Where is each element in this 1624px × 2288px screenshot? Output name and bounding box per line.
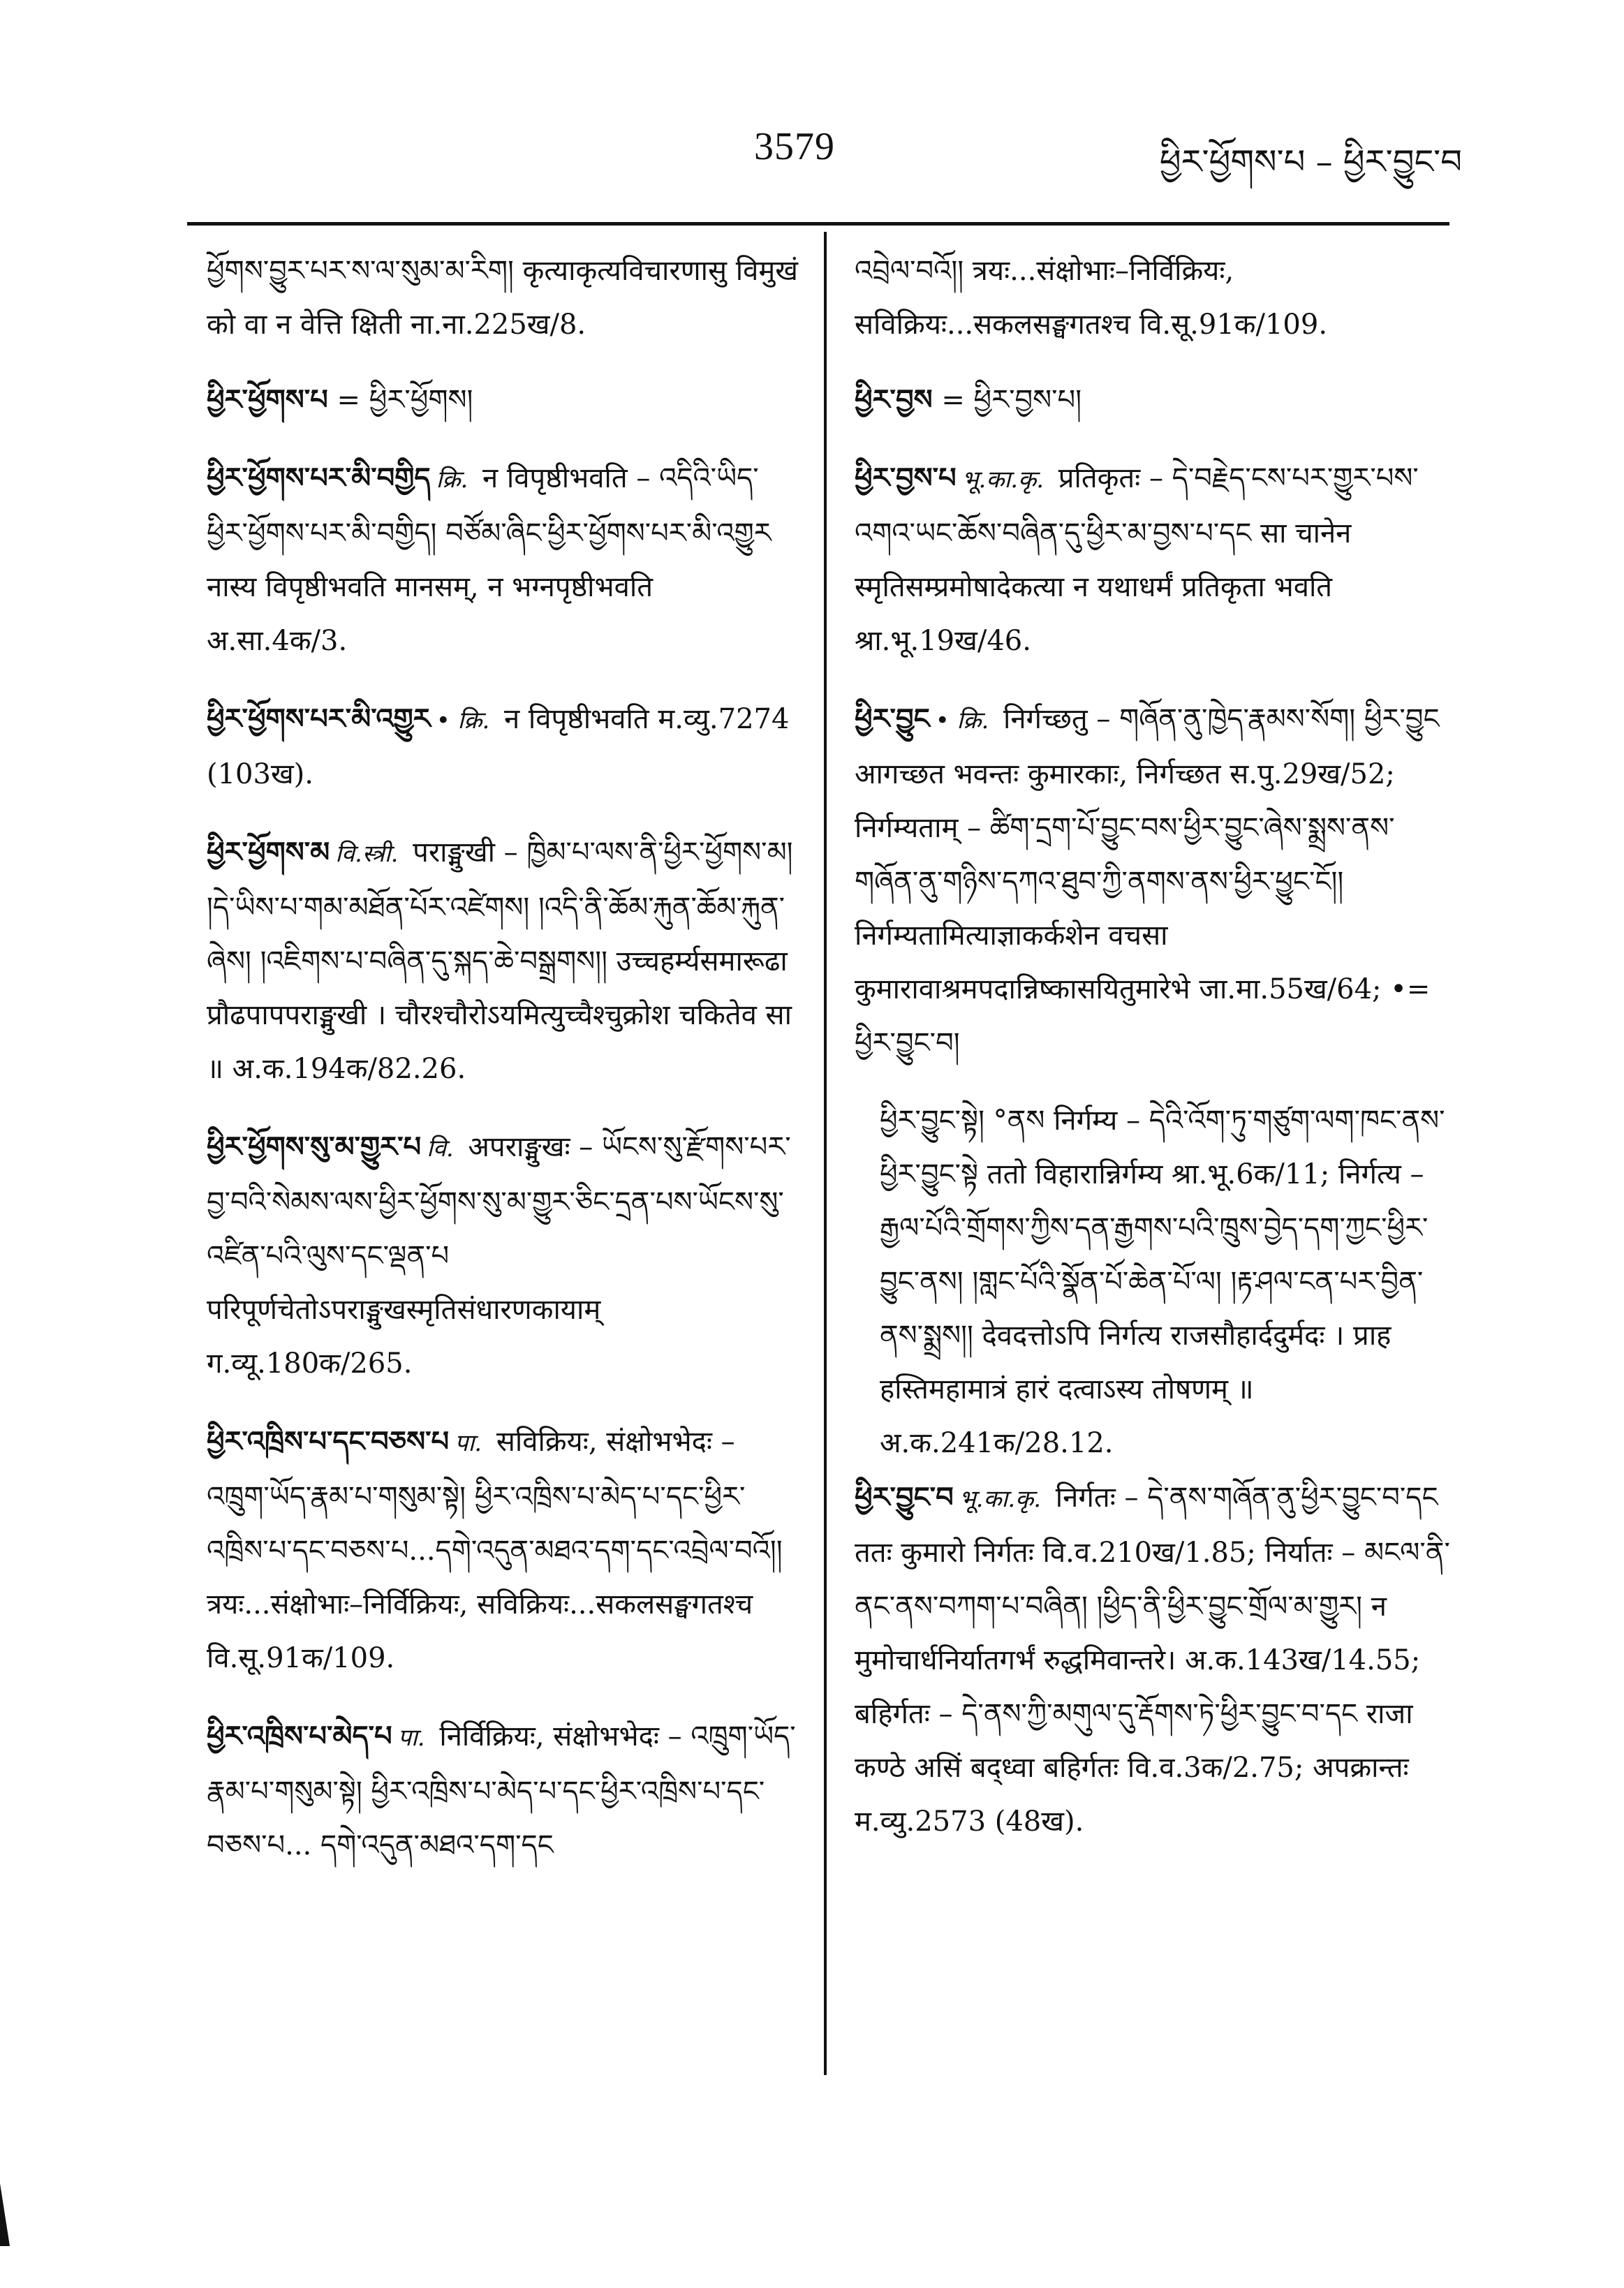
column-divider <box>824 232 827 2075</box>
entry-text: न विपृष्ठीभवति – འདིའི་ཡིད་ཕྱིར་ཕྱོགས་པར་མི་བགྱིད། བཙོམ་ཞིང་ཕྱིར་ཕྱོགས་པར་མི་འགྱུར नास्य विपृष्ठीभवति मानसम्, न भग्नपृष्ठीभवति अ.सा.4क/3. <box>207 462 772 657</box>
entry-headword: ཕྱིར་བྱུང <box>855 702 930 735</box>
part-of-speech: वि.स्त्री. <box>335 840 399 868</box>
dictionary-entry <box>207 373 799 427</box>
running-head: ཕྱིར་ཕྱོགས་པ – ཕྱིར་བྱུང་བ <box>1159 142 1462 182</box>
part-of-speech: क्रि. <box>436 466 468 494</box>
dictionary-entry <box>207 692 799 802</box>
dictionary-entry <box>207 1709 799 1873</box>
entry-text: निर्गतः – དེ་ནས་གཞོན་ནུ་ཕྱིར་བྱུང་བ་དང ततः कुमारो निर्गतः वि.व.210ख/1.85; निर्यातः – མངལ་ནི་ནང་ནས་བཀག་པ་བཞིན། །ཕྱིད་ནི་ཕྱིར་བྱུང་གྲོལ་མ་གྱུར། न मुमोचार्धनिर्यातगर्भं रुद्धमिवान्तरे। अ.क.143ख/14.55; बहिर्गतः – དེ་ནས་ཀྱི་མགུལ་དུ་རྡོགས་ཏེ་ཕྱིར་བྱུང་བ་དང राजा कण्ठे असिं बद्ध्वा बहिर्गतः वि.व.3क/2.75; अपक्रान्तः म.व्यु.2573 (48ख). <box>855 1482 1450 1838</box>
part-of-speech: • क्रि. <box>935 707 989 735</box>
part-of-speech: पा. <box>455 1429 482 1457</box>
entry-headword: ཕྱིར་བྱས་པ <box>855 462 957 494</box>
left-column <box>207 244 799 1896</box>
right-column <box>855 244 1452 1873</box>
entry-headword: ཕྱིར་འཁྲིས་པ་མེད་པ <box>207 1720 392 1752</box>
entry-text: ཕྱོགས་བྱུར་པར་ས་ལ་སུམ་མ་རིག། कृत्याकृत्यविचारणासु विमुखं को वा न वेत्ति क्षिती ना.ना.225ख/8. <box>207 255 798 341</box>
dictionary-entry <box>207 825 799 1096</box>
entry-headword: ཕྱིར་ཕྱོགས་པ <box>207 383 328 416</box>
entry-text: འབྲེལ་བའོ།། त्रयः...संक्षोभाः–निर्विक्रियः, सविक्रियः...सकलसङ्घगतश्च वि.सू.91क/109. <box>855 255 1328 341</box>
entry-text: पराङ्मुखी – ཁྱིམ་པ་ལས་ནི་ཕྱིར་ཕྱོགས་མ། །དེ་ཡིས་པ་གམ་མཐོན་པོར་འཛེགས། །འདི་ནི་ཆོམ་རྐུན་ཆོམ་རྐུན་ཞེས། །འཇིགས་པ་བཞིན་དུ་སྐད་ཆེ་བསྒྲགས།། उच्चहर्म्यसमारूढा प्रौढपापपराङ्मुखी । चौरश्चौरोऽयमित्युच्चैश्चुक्रोश चकितेव सा ॥ अ.क.194क/82.26. <box>207 836 793 1085</box>
part-of-speech: • क्रि. <box>436 707 490 735</box>
part-of-speech: भू.का.कृ. <box>961 466 1044 494</box>
page-number: 3579 <box>754 125 835 168</box>
dictionary-entry <box>855 451 1452 668</box>
entry-headword: ཕྱིར་ཕྱོགས་པར་མི་བགྱིད <box>207 462 431 494</box>
dictionary-entry <box>855 692 1452 1070</box>
entry-text: = ཕྱིར་བྱས་པ། <box>941 384 1082 416</box>
sub-entry <box>855 1094 1452 1470</box>
dictionary-entry <box>207 1415 799 1685</box>
dictionary-entry <box>855 373 1452 427</box>
entry-headword: ཕྱིར་ཕྱོགས་མ <box>207 836 330 869</box>
entry-text: निर्विक्रियः, संक्षोभभेदः – འཁྲུག་ཡོད་རྣམ་པ་གསུམ་སྟེ། ཕྱིར་འཁྲིས་པ་མེད་པ་དང་ཕྱིར་འཁྲིས་པ་དང་བཅས་པ... དགེ་འདུན་མཐའ་དག་དང <box>207 1720 796 1861</box>
entry-text: ཕྱིར་བྱུང་སྟེ། °ནས निर्गम्य – དེའི་འོག་ཏུ་གཙུག་ལག་ཁང་ནས་ཕྱིར་བྱུང་སྟེ ततो विहारान्निर्गम्य श्रा.भू.6क/11; निर्गत्य – རྒྱལ་པོའི་གྲོགས་ཀྱིས་དན་རྒྱགས་པའི་ཁྲུས་བྱེད་དག་ཀྱང་ཕྱིར་བྱུང་ནས། །གླང་པོའི་སྣོན་པོ་ཆེན་པོ་ལ། །རྟ་ཤལ་ངན་པར་བྱིན་ནས་སྨྲས།། देवदत्तोऽपि निर्गत्य राजसौहार्ददुर्मदः । प्राह हस्तिमहामात्रं हारं दत्वाऽस्य तोषणम् ॥ अ.क.241क/28.12. <box>880 1105 1445 1459</box>
entry-text: = ཕྱིར་ཕྱོགས། <box>337 384 473 416</box>
header-rule <box>187 222 1449 226</box>
entry-headword: ཕྱིར་ཕྱོགས་པར་མི་འགྱུར <box>207 702 431 735</box>
part-of-speech: वि. <box>427 1135 454 1163</box>
continued-entry <box>855 244 1452 352</box>
entry-text: सविक्रियः, संक्षोभभेदः – འཁྲུག་ཡོད་རྣམ་པ་གསུམ་སྟེ། ཕྱིར་འཁྲིས་པ་མེད་པ་དང་ཕྱིར་འཁྲིས་པ་དང་བཅས་པ...དགེ་འདུན་མཐའ་དག་དང་འབྲེལ་བའོ།། त्रयः...संक्षोभाः–निर्विक्रियः, सविक्रियः...सकलसङ्घगतश्च वि.सू.91क/109. <box>207 1426 783 1674</box>
dictionary-entry <box>855 1470 1452 1849</box>
entry-text: प्रतिकृतः – དེ་བརྗེད་ངས་པར་གྱུར་པས་འགའ་ཡང་ཆོས་བཞིན་དུ་ཕྱིར་མ་བྱས་པ་དང सा चानेन स्मृतिसम्प्रमोषादेकत्या न यथाधर्मं प्रतिकृता भवति श्रा.भू.19ख/46. <box>855 462 1419 657</box>
entry-headword: ཕྱིར་བྱས <box>855 383 933 416</box>
dictionary-entry <box>207 1120 799 1391</box>
dictionary-entry <box>207 451 799 668</box>
entry-text: न विपृष्ठीभवति म.व्यु.7274 (103ख). <box>207 703 790 790</box>
page-corner-mark <box>0 2183 10 2246</box>
entry-headword: ཕྱིར་འཁྲིས་པ་དང་བཅས་པ <box>207 1425 450 1458</box>
entry-headword: ཕྱིར་བྱུང་བ <box>855 1481 954 1514</box>
entry-text: अपराङ्मुखः – ཡོངས་སུ་རྫོགས་པར་བྱ་བའི་སེམས་ལས་ཕྱིར་ཕྱོགས་སུ་མ་གྱུར་ཅིང་དྲན་པས་ཡོངས་སུ་འཛིན་པའི་ལུས་དང་ལྡན་པ परिपूर्णचेतोऽपराङ्मुखस्मृतिसंधारणकायाम् ग.व्यू.180क/265. <box>207 1131 791 1380</box>
part-of-speech: पा. <box>397 1724 425 1752</box>
part-of-speech: भू.का.कृ. <box>959 1485 1042 1513</box>
entry-text: निर्गच्छतु – གཞོན་ནུ་ཁྱེད་རྣམས་སོག། ཕྱིར་བྱུང आगच्छत भवन्तः कुमारकाः, निर्गच्छत स.पु.29ख/52; निर्गम्यताम् – ཚིག་དྲག་པོ་བྱུང་བས་ཕྱིར་བྱུང་ཞེས་སྨྲས་ནས་གཞོན་ནུ་གཉིས་དཀའ་ཐུབ་ཀྱི་ནགས་ནས་ཕྱིར་ཕྱུང་ངོ།། निर्गम्यतामित्याज्ञाकर्कशेन वचसा कुमारावाश्रमपदान्निष्कासयितुमारेभे जा.मा.55ख/64; •= ཕྱིར་བྱུང་བ། <box>855 703 1440 1059</box>
continued-entry <box>207 244 799 352</box>
entry-headword: ཕྱིར་ཕྱོགས་སུ་མ་གྱུར་པ <box>207 1130 422 1163</box>
